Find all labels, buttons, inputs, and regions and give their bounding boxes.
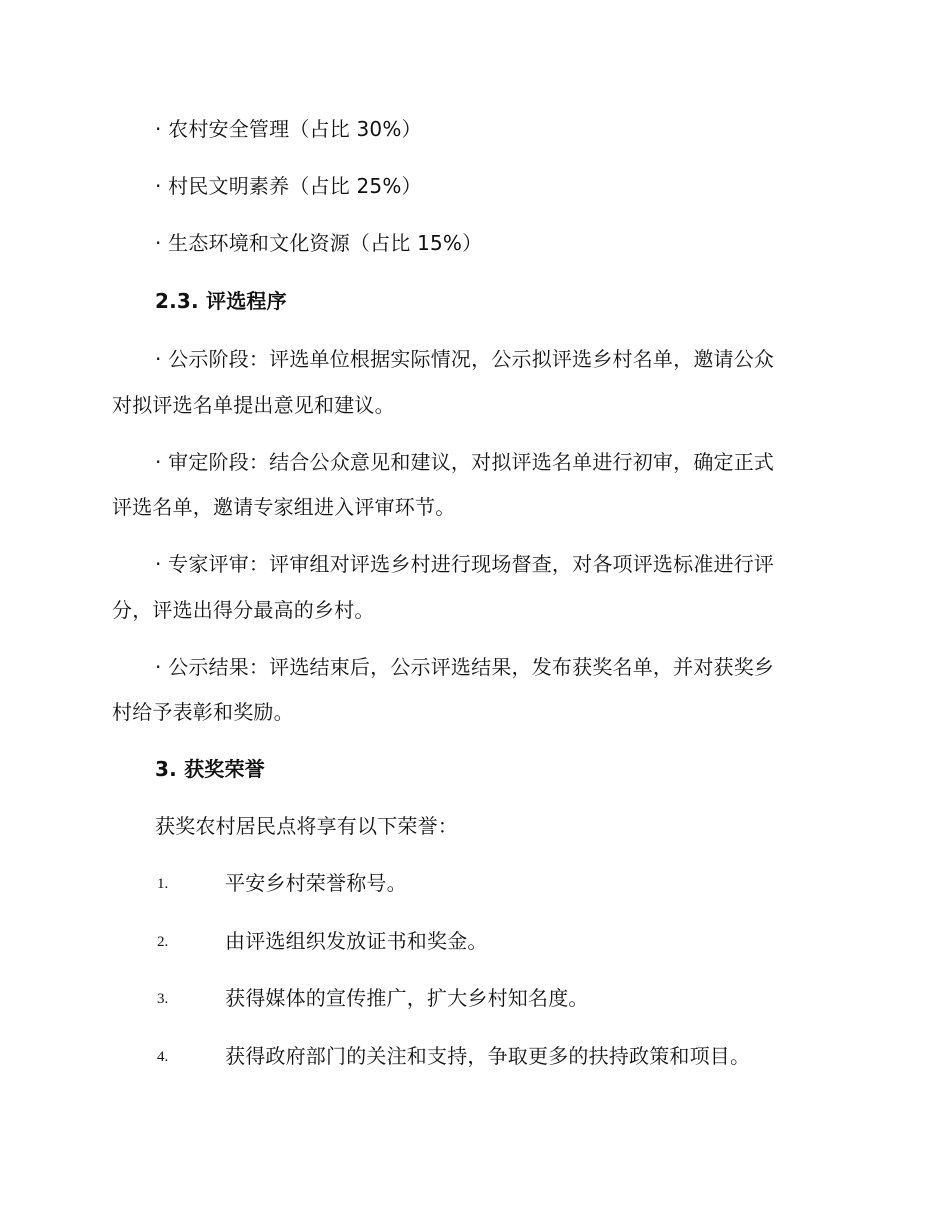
procedure-step-line: · 审定阶段：结合公众意见和建议，对拟评选名单进行初审，确定正式	[155, 450, 775, 474]
criteria-item: · 村民文明素养（占比 25%）	[155, 174, 422, 198]
criteria-item: · 农村安全管理（占比 30%）	[155, 117, 422, 141]
honor-item: 获得政府部门的关注和支持，争取更多的扶持政策和项目。	[225, 1044, 751, 1068]
procedure-step-line: · 公示结果：评选结束后，公示评选结果，发布获奖名单，并对获奖乡	[155, 655, 775, 679]
procedure-step-line: 分，评选出得分最高的乡村。	[112, 598, 375, 622]
procedure-step-line: 对拟评选名单提出意见和建议。	[112, 393, 395, 417]
section-intro: 获奖农村居民点将享有以下荣誉：	[155, 814, 458, 838]
honor-item: 获得媒体的宣传推广，扩大乡村知名度。	[225, 986, 589, 1010]
section-heading: 3. 获奖荣誉	[155, 757, 265, 781]
criteria-item: · 生态环境和文化资源（占比 15%）	[155, 231, 483, 255]
procedure-step-line: · 公示阶段：评选单位根据实际情况，公示拟评选乡村名单，邀请公众	[155, 347, 775, 371]
procedure-step-line: · 专家评审：评审组对评选乡村进行现场督查，对各项评选标准进行评	[155, 552, 775, 576]
list-number: 3.	[157, 991, 169, 1007]
list-number: 1.	[157, 876, 169, 892]
list-number: 2.	[157, 934, 169, 950]
honor-item: 平安乡村荣誉称号。	[225, 871, 407, 895]
honor-item: 由评选组织发放证书和奖金。	[225, 929, 488, 953]
list-number: 4.	[157, 1049, 169, 1065]
procedure-step-line: 评选名单，邀请专家组进入评审环节。	[112, 495, 456, 519]
section-heading: 2.3. 评选程序	[155, 289, 287, 313]
procedure-step-line: 村给予表彰和奖励。	[112, 700, 294, 724]
